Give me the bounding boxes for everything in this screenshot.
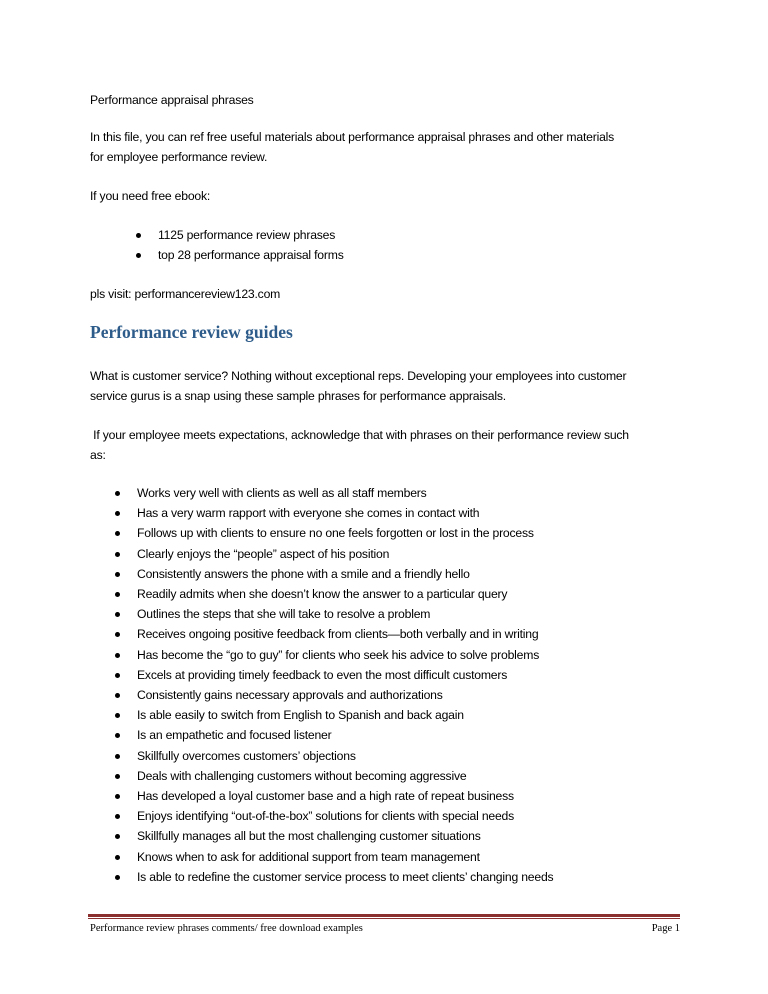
phrase-item: Skillfully overcomes customers’ objections — [137, 746, 553, 766]
phrase-item: Has become the “go to guy” for clients who seek his advice to solve problems — [137, 645, 553, 665]
section-heading: Performance review guides — [90, 322, 293, 342]
phrase-item: Outlines the steps that she will take to resolve a problem — [137, 604, 553, 624]
phrase-item: Enjoys identifying “out-of-the-box” solutions for clients with special needs — [137, 806, 553, 826]
ebook-item: 1125 performance review phrases — [158, 225, 344, 245]
para2-line-2: as: — [90, 448, 106, 462]
phrase-item: Is an empathetic and focused listener — [137, 725, 553, 745]
phrase-item: Has developed a loyal customer base and a high rate of repeat business — [137, 786, 553, 806]
phrase-item: Follows up with clients to ensure no one feels forgotten or lost in the process — [137, 523, 553, 543]
intro-line-1: In this file, you can ref free useful materials about performance appraisal phrases and other materials — [90, 130, 615, 144]
footer-caption: Performance review phrases comments/ free download examples — [90, 923, 363, 934]
phrase-item: Skillfully manages all but the most challenging customer situations — [137, 826, 553, 846]
visit-line: pls visit: performancereview123.com — [90, 287, 281, 301]
phrase-item: Is able to redefine the customer service process to meet clients’ changing needs — [137, 867, 553, 887]
page-number: Page 1 — [651, 923, 680, 934]
footer-rule-thick — [88, 914, 680, 917]
phrase-item: Knows when to ask for additional support from team management — [137, 847, 553, 867]
intro-line-2: for employee performance review. — [90, 150, 268, 164]
phrase-item: Consistently answers the phone with a smile and a friendly hello — [137, 564, 553, 584]
phrase-item: Works very well with clients as well as all staff members — [137, 483, 553, 503]
phrase-item: Is able easily to switch from English to Spanish and back again — [137, 705, 553, 725]
phrase-item: Receives ongoing positive feedback from clients—both verbally and in writing — [137, 624, 553, 644]
ebook-list — [158, 225, 344, 265]
doc-title-line: Performance appraisal phrases — [90, 93, 254, 107]
footer-rule-thin — [88, 918, 680, 919]
para1-line-1: What is customer service? Nothing without exceptional reps. Developing your employees into customer — [90, 369, 627, 383]
para1-line-2: service gurus is a snap using these sample phrases for performance appraisals. — [90, 389, 506, 403]
ebook-prompt: If you need free ebook: — [90, 189, 211, 203]
phrase-item: Has a very warm rapport with everyone she comes in contact with — [137, 503, 553, 523]
phrase-item: Consistently gains necessary approvals and authorizations — [137, 685, 553, 705]
phrases-list — [137, 483, 553, 887]
ebook-item: top 28 performance appraisal forms — [158, 245, 344, 265]
phrase-item: Excels at providing timely feedback to even the most difficult customers — [137, 665, 553, 685]
phrase-item: Readily admits when she doesn’t know the answer to a particular query — [137, 584, 553, 604]
phrase-item: Deals with challenging customers without becoming aggressive — [137, 766, 553, 786]
para2-line-1: If your employee meets expectations, acknowledge that with phrases on their performance review such — [90, 428, 629, 442]
phrase-item: Clearly enjoys the “people” aspect of his position — [137, 544, 553, 564]
